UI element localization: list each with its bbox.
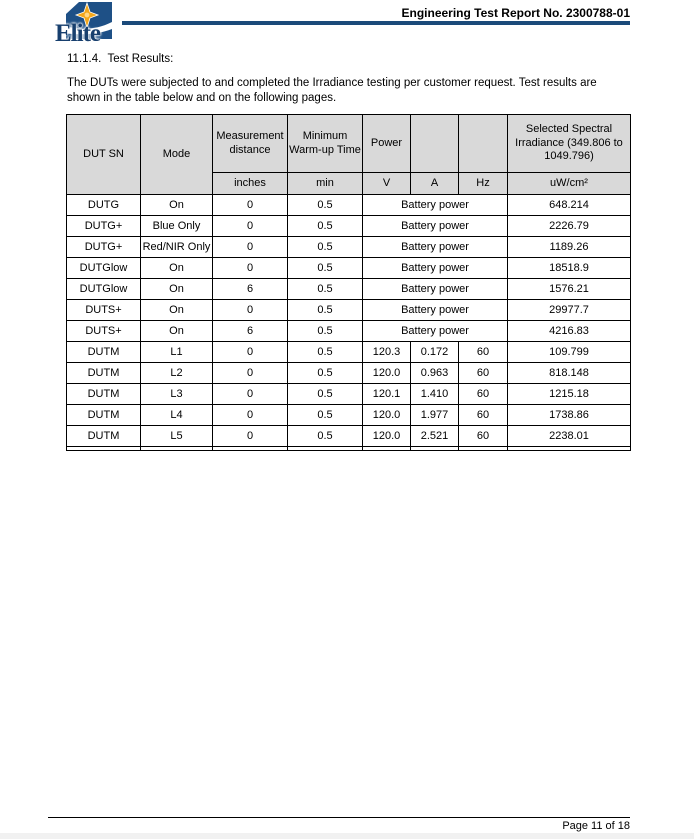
cell-distance: 6	[213, 279, 288, 300]
table-header-row	[67, 115, 631, 173]
header-rule	[122, 21, 630, 25]
cell-amps: 2.521	[411, 426, 459, 447]
cell-sn: DUTG+	[67, 237, 141, 258]
cell-irradiance: 1189.26	[508, 237, 631, 258]
cell-mode: L2	[141, 363, 213, 384]
cell-mode: On	[141, 321, 213, 342]
cell-volts: 120.0	[363, 426, 411, 447]
table-row	[67, 342, 631, 363]
unit-hertz: Hz	[459, 173, 508, 195]
cell-sn: DUTG	[67, 195, 141, 216]
cell-mode: L3	[141, 384, 213, 405]
page-number: Page 11 of 18	[562, 820, 630, 832]
cell-distance: 0	[213, 195, 288, 216]
cell-mode: L4	[141, 405, 213, 426]
table-row	[67, 216, 631, 237]
cell-warmup: 0.5	[288, 384, 363, 405]
table-cutoff-row	[67, 447, 631, 451]
table-row	[67, 237, 631, 258]
cell-power: Battery power	[363, 321, 508, 342]
cell-sn: DUTM	[67, 426, 141, 447]
cell-sn: DUTS+	[67, 321, 141, 342]
table-row	[67, 384, 631, 405]
cell-irradiance: 29977.7	[508, 300, 631, 321]
col-header-power: Power	[363, 115, 411, 173]
test-results-table	[66, 114, 631, 451]
unit-inches: inches	[213, 173, 288, 195]
cell-distance: 6	[213, 321, 288, 342]
cell-irradiance: 109.799	[508, 342, 631, 363]
cell-mode: On	[141, 258, 213, 279]
cell-sn: DUTM	[67, 384, 141, 405]
cell-sn: DUTM	[67, 363, 141, 384]
cell-irradiance: 1215.18	[508, 384, 631, 405]
cell-volts: 120.1	[363, 384, 411, 405]
cell-amps: 1.977	[411, 405, 459, 426]
cell-power: Battery power	[363, 216, 508, 237]
cell-power: Battery power	[363, 195, 508, 216]
cell-sn: DUTM	[67, 405, 141, 426]
col-header-selected-spectral: Selected Spectral Irradiance (349.806 to 1049.796)	[508, 115, 631, 173]
cell-irradiance: 2226.79	[508, 216, 631, 237]
page-bottom-edge	[0, 833, 694, 839]
cell-warmup: 0.5	[288, 321, 363, 342]
table-row	[67, 426, 631, 447]
table-row	[67, 363, 631, 384]
cell-hertz: 60	[459, 384, 508, 405]
col-header-dut-sn: DUT SN	[67, 115, 141, 195]
cell-sn: DUTGlow	[67, 279, 141, 300]
table-row	[67, 321, 631, 342]
footer-rule	[48, 817, 630, 818]
cell-warmup: 0.5	[288, 237, 363, 258]
cell-irradiance: 2238.01	[508, 426, 631, 447]
cell-sn: DUTS+	[67, 300, 141, 321]
cell-distance: 0	[213, 258, 288, 279]
cell-distance: 0	[213, 342, 288, 363]
table-row	[67, 405, 631, 426]
section-heading: 11.1.4. Test Results:	[67, 53, 174, 65]
cell-warmup: 0.5	[288, 342, 363, 363]
cell-hertz: 60	[459, 405, 508, 426]
cell-distance: 0	[213, 300, 288, 321]
table-row	[67, 279, 631, 300]
cell-volts: 120.3	[363, 342, 411, 363]
cell-irradiance: 648.214	[508, 195, 631, 216]
cell-volts: 120.0	[363, 363, 411, 384]
cell-sn: DUTGlow	[67, 258, 141, 279]
table-row	[67, 258, 631, 279]
cell-mode: On	[141, 300, 213, 321]
cell-power: Battery power	[363, 237, 508, 258]
cell-power: Battery power	[363, 258, 508, 279]
cell-warmup: 0.5	[288, 279, 363, 300]
cell-irradiance: 818.148	[508, 363, 631, 384]
cell-warmup: 0.5	[288, 405, 363, 426]
cell-distance: 0	[213, 237, 288, 258]
cell-warmup: 0.5	[288, 258, 363, 279]
cell-warmup: 0.5	[288, 195, 363, 216]
cell-hertz: 60	[459, 426, 508, 447]
cell-mode: On	[141, 279, 213, 300]
unit-amps: A	[411, 173, 459, 195]
col-header-empty-hz	[459, 115, 508, 173]
cell-distance: 0	[213, 405, 288, 426]
cell-irradiance: 1576.21	[508, 279, 631, 300]
col-header-mode: Mode	[141, 115, 213, 195]
cell-irradiance: 18518.9	[508, 258, 631, 279]
cell-amps: 1.410	[411, 384, 459, 405]
unit-min: min	[288, 173, 363, 195]
logo-wordmark: Elite	[55, 20, 100, 47]
cell-amps: 0.172	[411, 342, 459, 363]
unit-irradiance: uW/cm²	[508, 173, 631, 195]
col-header-empty-a	[411, 115, 459, 173]
col-header-measurement-distance: Measurement distance	[213, 115, 288, 173]
cell-warmup: 0.5	[288, 426, 363, 447]
cell-irradiance: 1738.86	[508, 405, 631, 426]
cell-sn: DUTM	[67, 342, 141, 363]
cell-mode: L5	[141, 426, 213, 447]
col-header-min-warmup: Minimum Warm-up Time	[288, 115, 363, 173]
cell-mode: On	[141, 195, 213, 216]
report-title: Engineering Test Report No. 2300788-01	[401, 6, 630, 20]
intro-paragraph: The DUTs were subjected to and completed the Irradiance testing per customer request. Test results are shown in the table below and on the following pages.	[67, 77, 597, 104]
cell-distance: 0	[213, 216, 288, 237]
cell-warmup: 0.5	[288, 300, 363, 321]
cell-volts: 120.0	[363, 405, 411, 426]
cell-power: Battery power	[363, 300, 508, 321]
cell-mode: L1	[141, 342, 213, 363]
table-row	[67, 195, 631, 216]
cell-sn: DUTG+	[67, 216, 141, 237]
cell-power: Battery power	[363, 279, 508, 300]
cell-mode: Red/NIR Only	[141, 237, 213, 258]
cell-distance: 0	[213, 363, 288, 384]
cell-hertz: 60	[459, 363, 508, 384]
cell-warmup: 0.5	[288, 216, 363, 237]
unit-volts: V	[363, 173, 411, 195]
cell-warmup: 0.5	[288, 363, 363, 384]
cell-distance: 0	[213, 384, 288, 405]
cell-hertz: 60	[459, 342, 508, 363]
table-row	[67, 300, 631, 321]
cell-irradiance: 4216.83	[508, 321, 631, 342]
cell-amps: 0.963	[411, 363, 459, 384]
cell-mode: Blue Only	[141, 216, 213, 237]
cell-distance: 0	[213, 426, 288, 447]
